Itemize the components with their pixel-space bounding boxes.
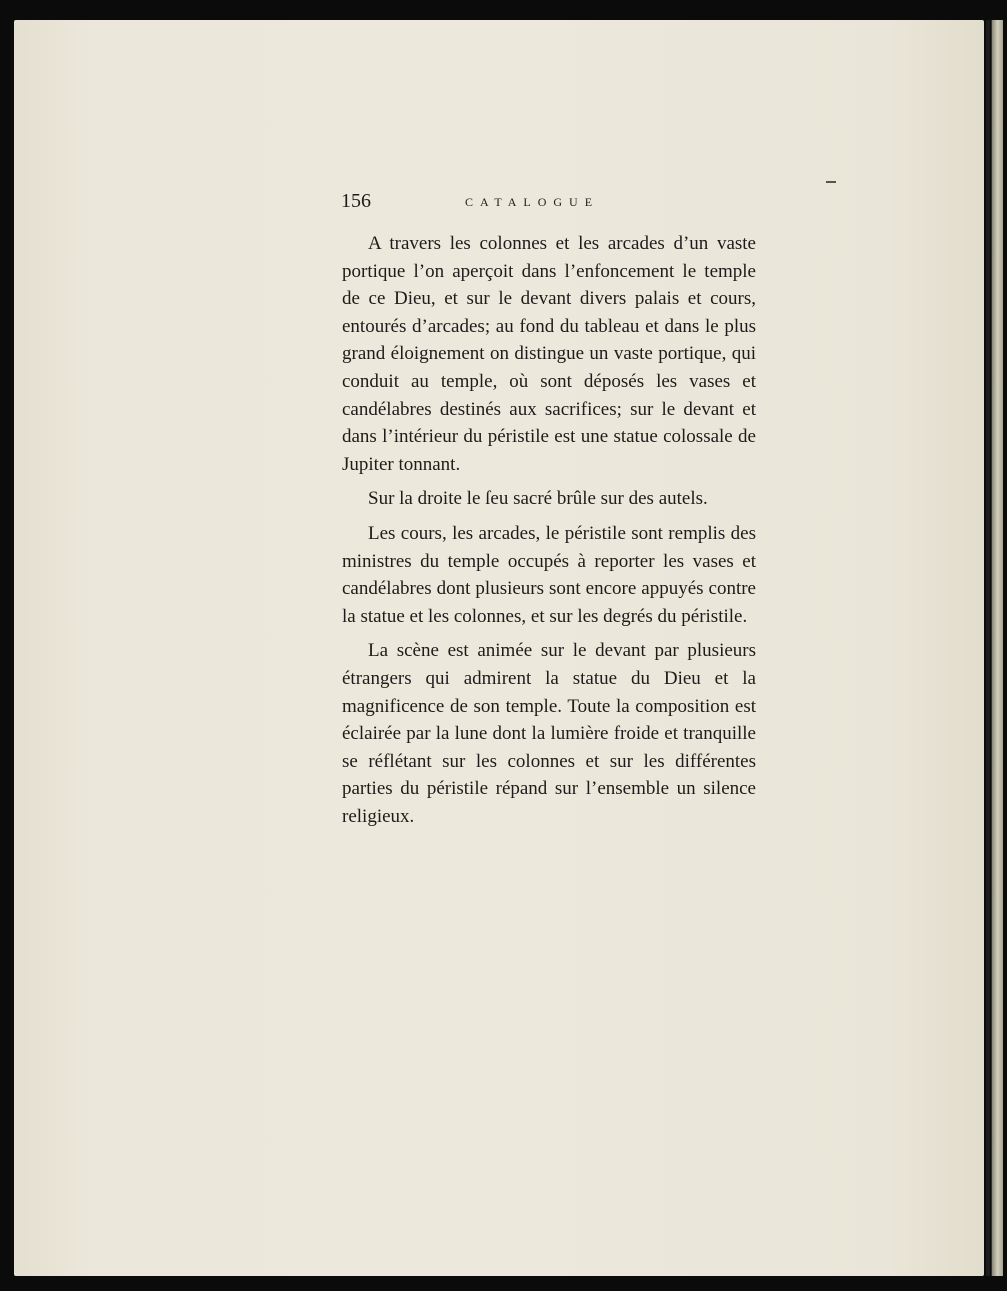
paragraph-3: Les cours, les arcades, le péristile sont remplis des ministres du temple occupés à reporter les vases et candélabres dont plusieurs sont encore appuyés contre la statue et les colonnes, et sur les degrés du péristile.: [342, 522, 756, 627]
paper-mark: [826, 181, 836, 183]
running-header: [341, 190, 761, 214]
book-gutter: [986, 20, 990, 1276]
paragraph-1: A travers les colonnes et les arcades d’un vaste portique l’on aperçoit dans l’enfoncement le temple de ce Dieu, et sur le devant divers palais et cours, entourés d’arcades; au fond du tableau et dans le plus grand éloignement on distingue un vaste portique, qui conduit au temple, où sont déposés les vases et candélabres destinés aux sacrifices; sur le devant et dans l’intérieur du péristile est une statue colossale de Jupiter tonnant.: [342, 233, 756, 475]
facing-page-edge: [991, 20, 1003, 1276]
paragraph-4: La scène est animée sur le devant par plusieurs étrangers qui admirent la statue du Dieu et la magnificence de son temple. Toute la composition est éclairée par la lune dont la lumière froide et tranquille se réflétant sur les colonnes et sur les différentes parties du péristile répand sur l’ensemble un silence religieux.: [342, 640, 756, 827]
body-text: [342, 230, 756, 837]
running-title: CATALOGUE: [465, 195, 600, 209]
paragraph-2: Sur la droite le ſeu sacré brûle sur des autels.: [368, 488, 708, 510]
page-number: 156: [341, 190, 371, 212]
